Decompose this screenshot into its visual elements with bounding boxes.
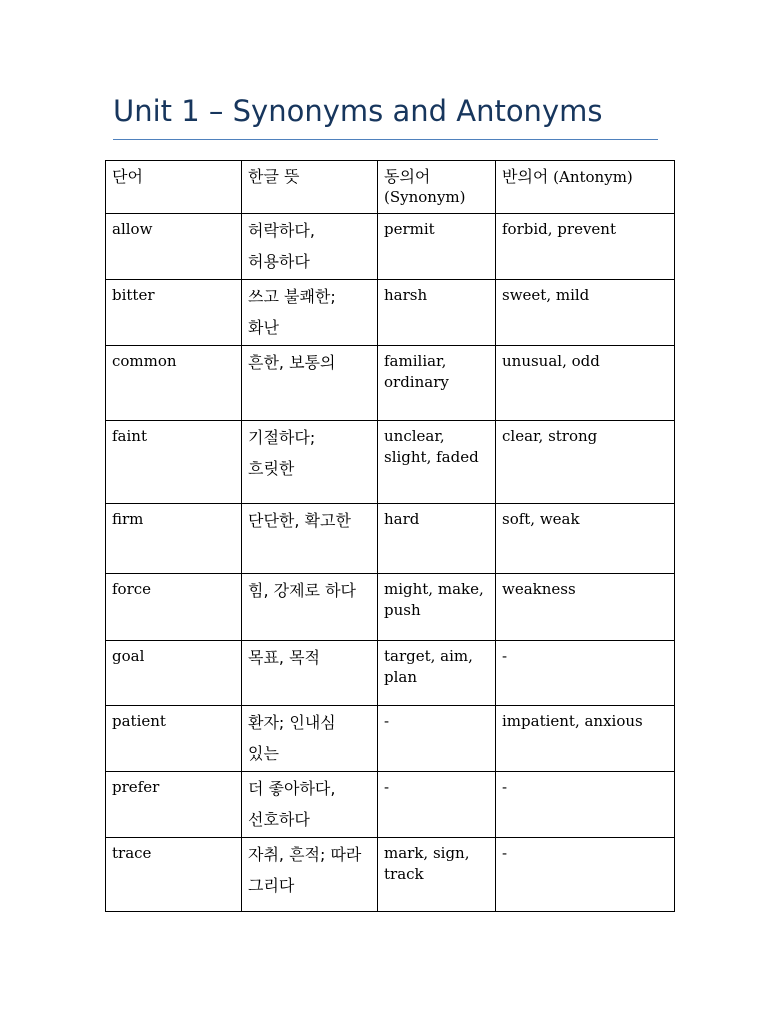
synonym-cell [378,641,496,706]
header-synonym-ko: 동의어 [384,167,431,186]
word-text: patient [112,712,166,730]
synonym-text: slight, faded [384,448,479,466]
antonym-cell [496,574,675,641]
antonym-text: - [502,778,508,796]
table-row [106,772,675,838]
meaning-text: 있는 [248,744,279,763]
antonym-cell [496,504,675,574]
synonym-cell [378,772,496,838]
synonym-text: might, make, [384,580,484,598]
antonym-text: - [502,647,508,665]
header-synonym-en: (Synonym) [384,188,466,206]
header-antonym [496,161,675,214]
synonym-text: hard [384,510,420,528]
meaning-cell [242,772,378,838]
meaning-text: 허용하다 [248,252,310,271]
meaning-text: 자취, 흔적; 따라 [248,845,362,864]
synonym-text: - [384,778,390,796]
word-text: prefer [112,778,160,796]
meaning-text: 흐릿한 [248,459,295,478]
word-cell [106,214,242,280]
antonym-cell [496,421,675,504]
header-antonym-ko: 반의어 [502,167,549,186]
header-word [106,161,242,214]
word-cell [106,772,242,838]
header-antonym-en: (Antonym) [553,168,633,186]
synonym-cell [378,346,496,421]
antonym-cell [496,214,675,280]
word-text: firm [112,510,144,528]
meaning-cell [242,838,378,912]
meaning-text: 환자; 인내심 [248,713,336,732]
antonym-cell [496,641,675,706]
table-row [106,838,675,912]
meaning-cell [242,214,378,280]
word-text: goal [112,647,145,665]
table-row [106,346,675,421]
synonym-cell [378,280,496,346]
meaning-text: 선호하다 [248,810,310,829]
antonym-text: sweet, mild [502,286,590,304]
meaning-text: 더 좋아하다, [248,779,336,798]
antonym-cell [496,772,675,838]
word-text: common [112,352,177,370]
antonym-text: weakness [502,580,576,598]
meaning-text: 흔한, 보통의 [248,353,336,372]
synonym-text: permit [384,220,435,238]
meaning-text: 힘, 강제로 하다 [248,581,356,600]
synonym-cell [378,214,496,280]
meaning-text: 쓰고 불쾌한; [248,287,336,306]
word-cell [106,838,242,912]
word-text: faint [112,427,147,445]
header-synonym [378,161,496,214]
synonym-text: - [384,712,390,730]
meaning-text: 기절하다; [248,428,316,447]
meaning-cell [242,706,378,772]
synonym-text: familiar, [384,352,447,370]
synonym-text: mark, sign, [384,844,470,862]
meaning-cell [242,574,378,641]
word-cell [106,346,242,421]
antonym-text: impatient, anxious [502,712,643,730]
antonym-cell [496,346,675,421]
meaning-text: 화난 [248,318,279,337]
word-text: force [112,580,152,598]
meaning-text: 단단한, 확고한 [248,511,351,530]
meaning-text: 그리다 [248,876,295,895]
table-header-row [106,161,675,214]
word-text: bitter [112,286,155,304]
synonym-text: harsh [384,286,428,304]
synonym-cell [378,504,496,574]
synonym-text: track [384,865,424,883]
meaning-cell [242,280,378,346]
antonym-text: soft, weak [502,510,580,528]
synonym-text: push [384,601,421,619]
word-cell [106,641,242,706]
word-cell [106,504,242,574]
synonym-text: target, aim, [384,647,473,665]
antonym-cell [496,706,675,772]
table-row [106,641,675,706]
vocabulary-table [105,160,675,912]
table-row [106,421,675,504]
word-cell [106,574,242,641]
header-word-label: 단어 [112,167,143,186]
page-title: Unit 1 – Synonyms and Antonyms [113,94,603,128]
synonym-text: unclear, [384,427,445,445]
table-row [106,214,675,280]
word-cell [106,421,242,504]
synonym-cell [378,706,496,772]
meaning-cell [242,346,378,421]
meaning-text: 목표, 목적 [248,648,320,667]
synonym-cell [378,838,496,912]
header-meaning [242,161,378,214]
table-row [106,504,675,574]
header-meaning-label: 한글 뜻 [248,167,300,186]
antonym-text: - [502,844,508,862]
meaning-cell [242,421,378,504]
title-underline [113,139,658,140]
word-cell [106,280,242,346]
antonym-text: unusual, odd [502,352,600,370]
word-text: allow [112,220,153,238]
word-cell [106,706,242,772]
table-body [106,214,675,912]
synonym-text: ordinary [384,373,449,391]
word-text: trace [112,844,152,862]
meaning-cell [242,641,378,706]
synonym-cell [378,421,496,504]
antonym-text: clear, strong [502,427,598,445]
meaning-cell [242,504,378,574]
synonym-cell [378,574,496,641]
synonym-text: plan [384,668,418,686]
antonym-cell [496,280,675,346]
table-row [106,280,675,346]
table-row [106,706,675,772]
meaning-text: 허락하다, [248,221,315,240]
table-row [106,574,675,641]
antonym-text: forbid, prevent [502,220,616,238]
antonym-cell [496,838,675,912]
